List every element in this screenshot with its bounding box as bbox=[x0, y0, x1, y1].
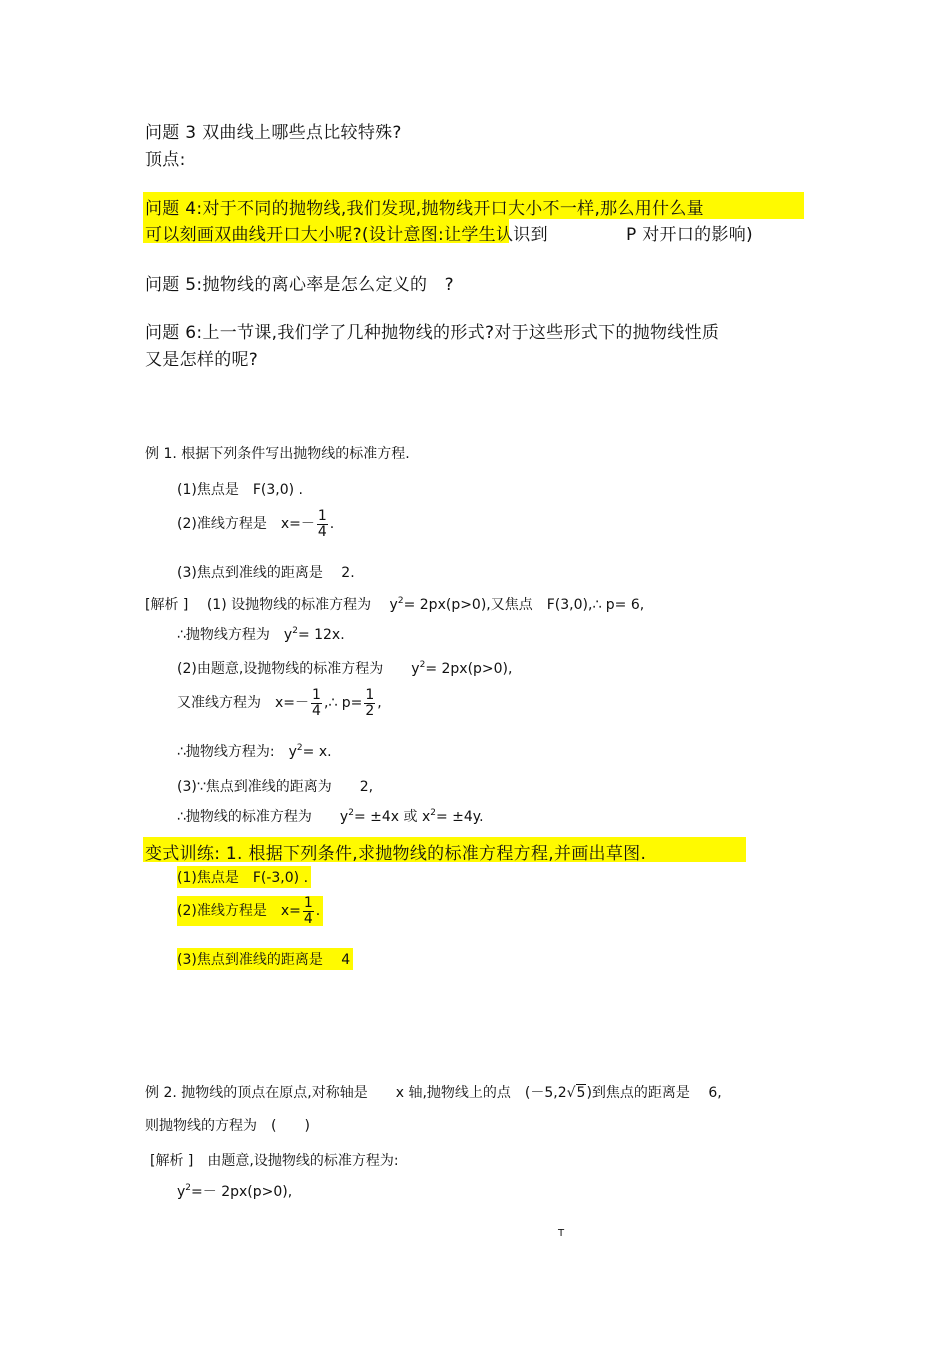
fraction bbox=[364, 688, 375, 718]
superscript: 2 bbox=[296, 743, 303, 753]
numerator: 1 bbox=[365, 687, 375, 703]
question-4-line2: 可以刻画双曲线开口大小呢?(设计意图:让学生认识到 bbox=[145, 225, 548, 245]
solution-text: (1) 设抛物线的标准方程为 y bbox=[206, 597, 398, 613]
solution-text: 由题意,设抛物线的标准方程为: bbox=[207, 1153, 399, 1169]
fraction bbox=[317, 509, 328, 539]
question-4-line2-tail: P 对开口的影响) bbox=[626, 225, 753, 245]
variant-condition-2 bbox=[177, 896, 323, 926]
solution-text: ,∴ p= bbox=[323, 695, 363, 712]
solution-2-line1 bbox=[177, 658, 512, 678]
solution-3-line2 bbox=[177, 806, 484, 826]
example-1-title: 例 1. 根据下列条件写出抛物线的标准方程. bbox=[145, 446, 410, 462]
fraction bbox=[311, 688, 322, 718]
period: . bbox=[315, 903, 321, 920]
comma: , bbox=[377, 695, 382, 712]
example-1-condition-1: (1)焦点是 F(3,0) . bbox=[177, 482, 303, 498]
superscript: 2 bbox=[348, 808, 354, 818]
square-root: √5 bbox=[566, 1085, 586, 1101]
solution-text: = x. bbox=[302, 744, 332, 760]
question-4-line1: 问题 4:对于不同的抛物线,我们发现,抛物线开口大小不一样,那么用什么量 bbox=[145, 199, 704, 219]
denominator: 4 bbox=[317, 523, 327, 540]
numerator: 1 bbox=[312, 687, 321, 703]
variant-condition-3: (3)焦点到准线的距离是 4 bbox=[177, 948, 353, 970]
numerator: 1 bbox=[317, 508, 327, 524]
numerator: 1 bbox=[303, 895, 313, 911]
solution-3-line1: (3)∵焦点到准线的距离为 2, bbox=[177, 779, 374, 795]
denominator: 2 bbox=[365, 702, 375, 719]
solution-text: = ±4x 或 x bbox=[353, 809, 431, 825]
fraction bbox=[303, 896, 314, 926]
solution-1-line2 bbox=[177, 624, 345, 644]
example-2-solution bbox=[150, 1150, 399, 1170]
denominator: 4 bbox=[312, 702, 321, 719]
example-1-condition-3: (3)焦点到准线的距离是 2. bbox=[177, 565, 355, 581]
equation-text: =－ 2px(p>0), bbox=[191, 1184, 293, 1200]
footer-mark: T bbox=[558, 1228, 565, 1239]
example-2-text: 例 2. 抛物线的顶点在原点,对称轴是 x 轴,抛物线上的点 (－5,2 bbox=[145, 1085, 567, 1101]
radicand: 5 bbox=[576, 1085, 586, 1101]
solution-2-line2 bbox=[177, 688, 382, 718]
solution-text: = ±4y. bbox=[435, 809, 484, 825]
solution-text: (2)由题意,设抛物线的标准方程为 y bbox=[177, 661, 420, 677]
vertex-label: 顶点: bbox=[145, 150, 186, 170]
solution-label: [解析 ] bbox=[145, 597, 189, 613]
superscript: 2 bbox=[185, 1183, 192, 1193]
example-2-equation bbox=[177, 1181, 292, 1201]
solution-text: = 2px(p>0), bbox=[425, 661, 513, 677]
example-1-condition-2 bbox=[177, 509, 334, 539]
solution-2-line3 bbox=[177, 741, 332, 761]
solution-text: = 12x. bbox=[297, 627, 345, 643]
solution-text: ∴抛物线方程为: y bbox=[177, 744, 297, 760]
question-6-line1: 问题 6:上一节课,我们学了几种抛物线的形式?对于这些形式下的抛物线性质 bbox=[145, 323, 720, 343]
solution-text: ∴抛物线的标准方程为 y bbox=[177, 809, 349, 825]
superscript: 2 bbox=[292, 626, 298, 636]
superscript: 2 bbox=[397, 596, 404, 606]
question-3: 问题 3 双曲线上哪些点比较特殊? bbox=[145, 123, 402, 143]
equation-text: y bbox=[177, 1184, 186, 1200]
solution-text: ∴抛物线方程为 y bbox=[177, 627, 293, 643]
condition-2-text: (2)准线方程是 x= bbox=[177, 903, 301, 920]
question-6-line2: 又是怎样的呢? bbox=[145, 350, 259, 370]
condition-2-text: (2)准线方程是 x=－ bbox=[177, 516, 315, 533]
solution-1-line1 bbox=[145, 594, 644, 614]
example-2-line1 bbox=[145, 1082, 722, 1102]
example-2-line2: 则抛物线的方程为 ( ) bbox=[145, 1118, 310, 1134]
example-2-text: )到焦点的距离是 6, bbox=[586, 1085, 722, 1101]
superscript: 2 bbox=[430, 808, 436, 818]
variant-condition-1: (1)焦点是 F(-3,0) . bbox=[177, 866, 311, 888]
period: . bbox=[329, 516, 335, 533]
variant-title: 变式训练: 1. 根据下列条件,求抛物线的标准方程方程,并画出草图. bbox=[145, 844, 647, 864]
solution-text: = 2px(p>0),又焦点 F(3,0),∴ p= 6, bbox=[403, 597, 645, 613]
superscript: 2 bbox=[419, 660, 426, 670]
solution-text: 又准线方程为 x=－ bbox=[177, 695, 310, 712]
solution-label: [解析 ] bbox=[150, 1153, 194, 1169]
denominator: 4 bbox=[303, 910, 313, 927]
question-5: 问题 5:抛物线的离心率是怎么定义的 ? bbox=[145, 275, 454, 295]
